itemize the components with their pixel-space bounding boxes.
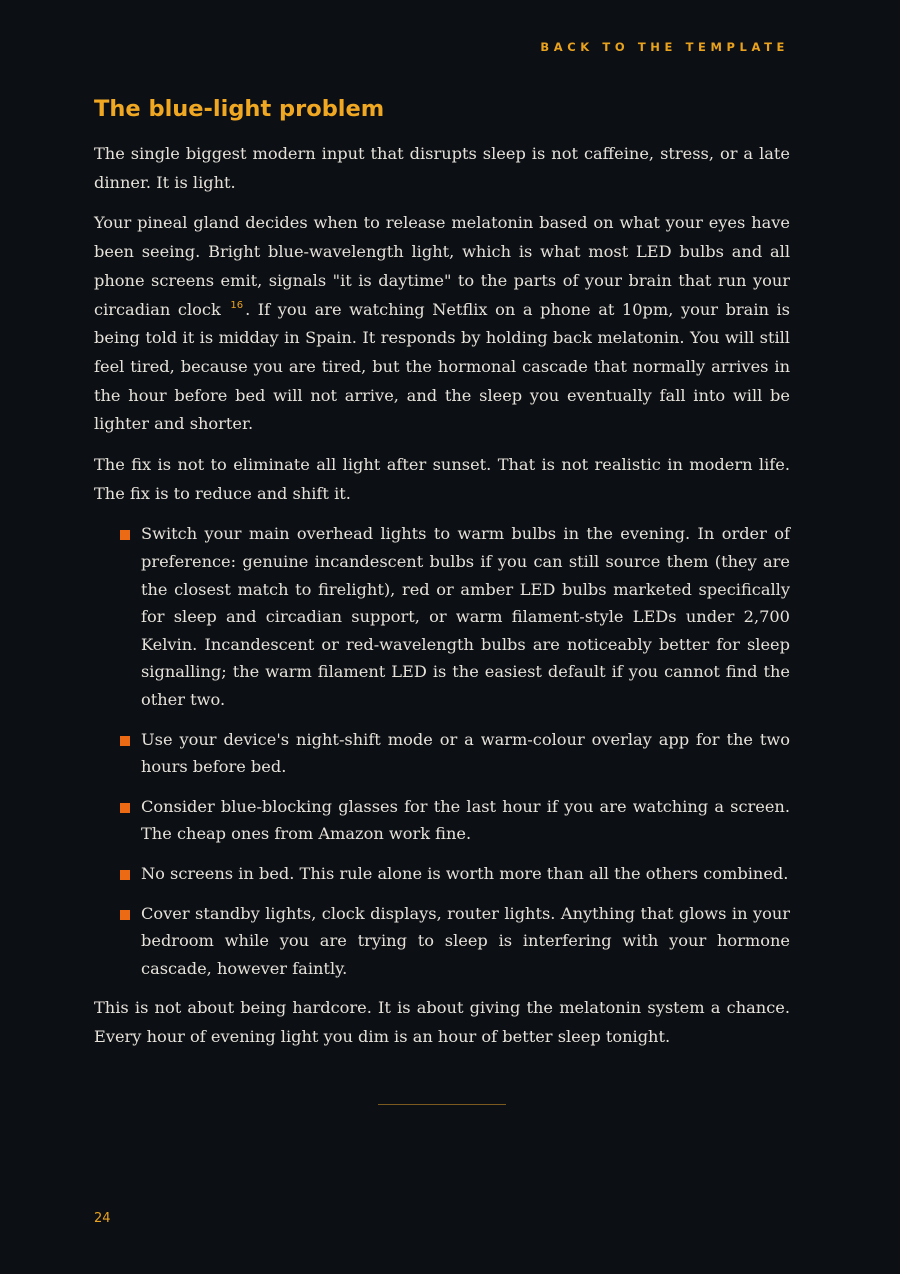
section-title: The blue-light problem — [94, 96, 385, 122]
tips-list — [94, 520, 790, 982]
chapter-content — [94, 92, 790, 1064]
list-item-text: Cover standby lights, clock displays, router lights. Anything that glows in your bedroom while you are trying to sleep is interfering with your hormone cascade, however faintly. — [141, 903, 790, 978]
square-bullet-icon — [120, 803, 130, 813]
footnote-ref-16[interactable]: 16 — [230, 300, 244, 312]
list-item — [141, 520, 790, 713]
square-bullet-icon — [120, 910, 130, 920]
list-item — [141, 726, 790, 781]
square-bullet-icon — [120, 870, 130, 880]
page-number: 24 — [94, 1211, 111, 1226]
square-bullet-icon — [120, 736, 130, 746]
fix-paragraph: The fix is not to eliminate all light after sunset. That is not realistic in modern life. The fix is to reduce and shift it. — [94, 455, 790, 503]
melatonin-paragraph-text: Your pineal gland decides when to release melatonin based on what your eyes have been seeing. Bright blue-wavelength light, which is what most LED bulbs and all phone screens emit, signals "it is daytime" to the parts of your brain that run your circadian clock — [94, 213, 790, 319]
list-item — [141, 793, 790, 848]
closing-paragraph: This is not about being hardcore. It is about giving the melatonin system a chance. Every hour of evening light you dim is an hour of better sleep tonight. — [94, 998, 790, 1047]
list-item-text: No screens in bed. This rule alone is worth more than all the others combined. — [141, 863, 789, 883]
back-to-template-link[interactable]: BACK TO THE TEMPLATE — [540, 40, 789, 54]
square-bullet-icon — [120, 530, 130, 540]
list-item-text: Use your device's night-shift mode or a warm-colour overlay app for the two hours before bed. — [141, 729, 790, 777]
melatonin-paragraph-text-continued: . If you are watching Netflix on a phone at 10pm, your brain is being told it is midday in Spain. It responds by holding back melatonin. You will still feel tired, because you are tired, but the hormonal cascade that normally arrives in the hour before bed will not arrive, and the sleep you eventually fall into will be lighter and shorter. — [94, 299, 790, 434]
section-divider — [378, 1104, 506, 1105]
list-item — [141, 860, 790, 888]
list-item-text: Switch your main overhead lights to warm bulbs in the evening. In order of preference: genuine incandescent bulbs if you can still source them (they are the closest match to firelight), red or amber LED bulbs marketed specifically for sleep and circadian support, or warm filament-style LEDs under 2,700 Kelvin. Incandescent or red-wavelength bulbs are noticeably better for sleep signalling; the warm filament LED is the easiest default if you cannot find the other two. — [141, 524, 790, 709]
list-item-text: Consider blue-blocking glasses for the last hour if you are watching a screen. The cheap ones from Amazon work fine. — [141, 796, 790, 844]
list-item — [141, 900, 790, 983]
intro-paragraph: The single biggest modern input that disrupts sleep is not caffeine, stress, or a late dinner. It is light. — [94, 144, 790, 192]
melatonin-paragraph — [94, 209, 790, 439]
